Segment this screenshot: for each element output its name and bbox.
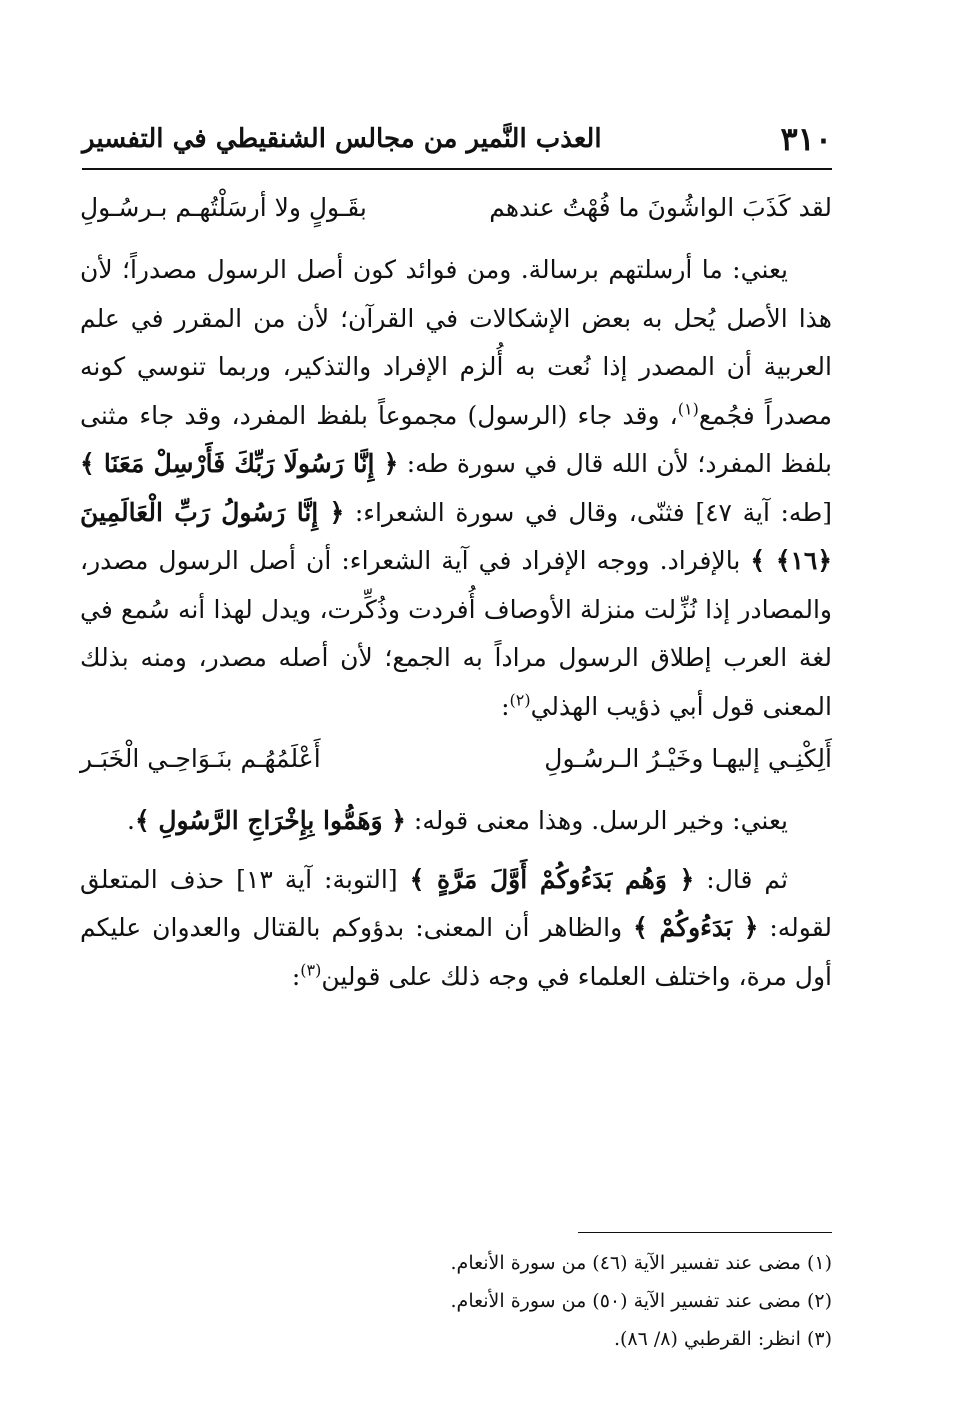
paragraph-1-text-a: يعني: ما أرسلتهم برسالة. ومن فوائد كون أصل الرسول مصدراً؛ لأن هذا الأصل يُحل به بعض الإشكالات في القرآن؛ لأن من المقرر في علم العربية أن المصدر إذا نُعت به أُلزم الإفراد والتذكير، وربما تنوسي كونه مصدراً فجُمع	[80, 255, 832, 430]
footnote-divider	[578, 1232, 832, 1233]
paragraph-gap	[80, 846, 832, 856]
paragraph-2	[80, 797, 832, 846]
paragraph-1-text-d: بالإفراد. ووجه الإفراد في آية الشعراء: أن أصل الرسول مصدر، والمصادر إذا نُزِّلت منزلة الأوصاف أُفردت وذُكِّرت، ويدل لهذا أنه سُمع في لغة العرب إطلاق الرسول مراداً به الجمع؛ لأن أصله مصدر، ومنه بذلك المعنى قول أبي ذؤيب الهذلي	[80, 546, 832, 721]
verse-2-first-hemistich: أَلِكْنِـي إليهـا وخَيْـرُ الـرسُـولِ	[544, 744, 832, 773]
verse-2-second-hemistich: أَعْلَمُهُـم بنَـوَاحِـي الْخَبَـر	[80, 744, 321, 773]
verse-1-second-hemistich: بقَـولٍ ولا أرسَلْتُهـم بـرسُـولِ	[80, 193, 367, 222]
poetry-verse-1	[80, 184, 832, 232]
quran-quote-taha: ﴿ إِنَّا رَسُولَا رَبِّكَ فَأَرْسِلْ مَعَنَا ﴾	[80, 449, 399, 478]
quran-quote-tawba: ﴿ وَهُم بَدَءُوكُمْ أَوَّلَ مَرَّةٍ ﴾	[409, 864, 695, 894]
footnote-2: (٢) مضى عند تفسير الآية (٥٠) من سورة الأنعام.	[450, 1290, 832, 1312]
paragraph-3-text-b: [التوبة: آية ١٣] حذف المتعلق لقوله:	[80, 864, 832, 942]
quran-quote-shuara: ﴿ إِنَّا رَسُولُ رَبِّ الْعَالَمِينَ ﴿١٦﴾ ﴾	[80, 497, 832, 575]
paragraph-3	[80, 856, 832, 1002]
page-number: ٣١٠	[780, 120, 832, 158]
paragraph-3-text-a: ثم قال:	[694, 864, 788, 894]
running-title: العذب النَّمير من مجالس الشنقيطي في التفسير	[82, 124, 602, 154]
paragraph-1	[80, 246, 832, 731]
paragraph-3-text-d: :	[291, 961, 301, 991]
paragraph-2-text-a: يعني: وخير الرسل. وهذا معنى قوله:	[405, 806, 788, 835]
footnote-1: (١) مضى عند تفسير الآية (٤٦) من سورة الأنعام.	[450, 1252, 832, 1274]
main-text	[80, 180, 832, 1001]
footnote-ref-3[interactable]: (٣)	[300, 960, 322, 980]
footnote-ref-2[interactable]: (٢)	[509, 690, 531, 710]
footnote-ref-1[interactable]: (١)	[677, 399, 699, 419]
paragraph-2-text-b: .	[127, 806, 135, 835]
page-header	[82, 118, 832, 166]
footnote-3: (٣) انظر: القرطبي (٨/ ٨٦).	[613, 1328, 832, 1350]
quran-quote-expel: ﴿ وَهَمُّوا بِإِخْرَاجِ الرَّسُولِ ﴾	[134, 806, 406, 835]
paragraph-1-text-b: ، وقد جاء (الرسول) مجموعاً بلفظ المفرد، وقد جاء مثنى بلفظ المفرد؛ لأن الله قال في سورة طه:	[80, 400, 832, 478]
paragraph-3-text-c: والظاهر أن المعنى: بدؤوكم بالقتال والعدوان عليكم أول مرة، واختلف العلماء في وجه ذلك على قولين	[80, 913, 832, 991]
header-divider	[82, 168, 832, 170]
poetry-verse-2	[80, 735, 832, 783]
quran-quote-badaukum: ﴿ بَدَءُوكُمْ ﴾	[633, 913, 759, 942]
footnotes	[360, 1244, 832, 1358]
paragraph-1-text-c: [طه: آية ٤٧] فثنّى، وقال في سورة الشعراء:	[344, 497, 832, 527]
verse-1-first-hemistich: لقد كَذَبَ الواشُونَ ما فُهْتُ عندهم	[489, 193, 832, 222]
paragraph-1-text-e: :	[501, 691, 510, 721]
